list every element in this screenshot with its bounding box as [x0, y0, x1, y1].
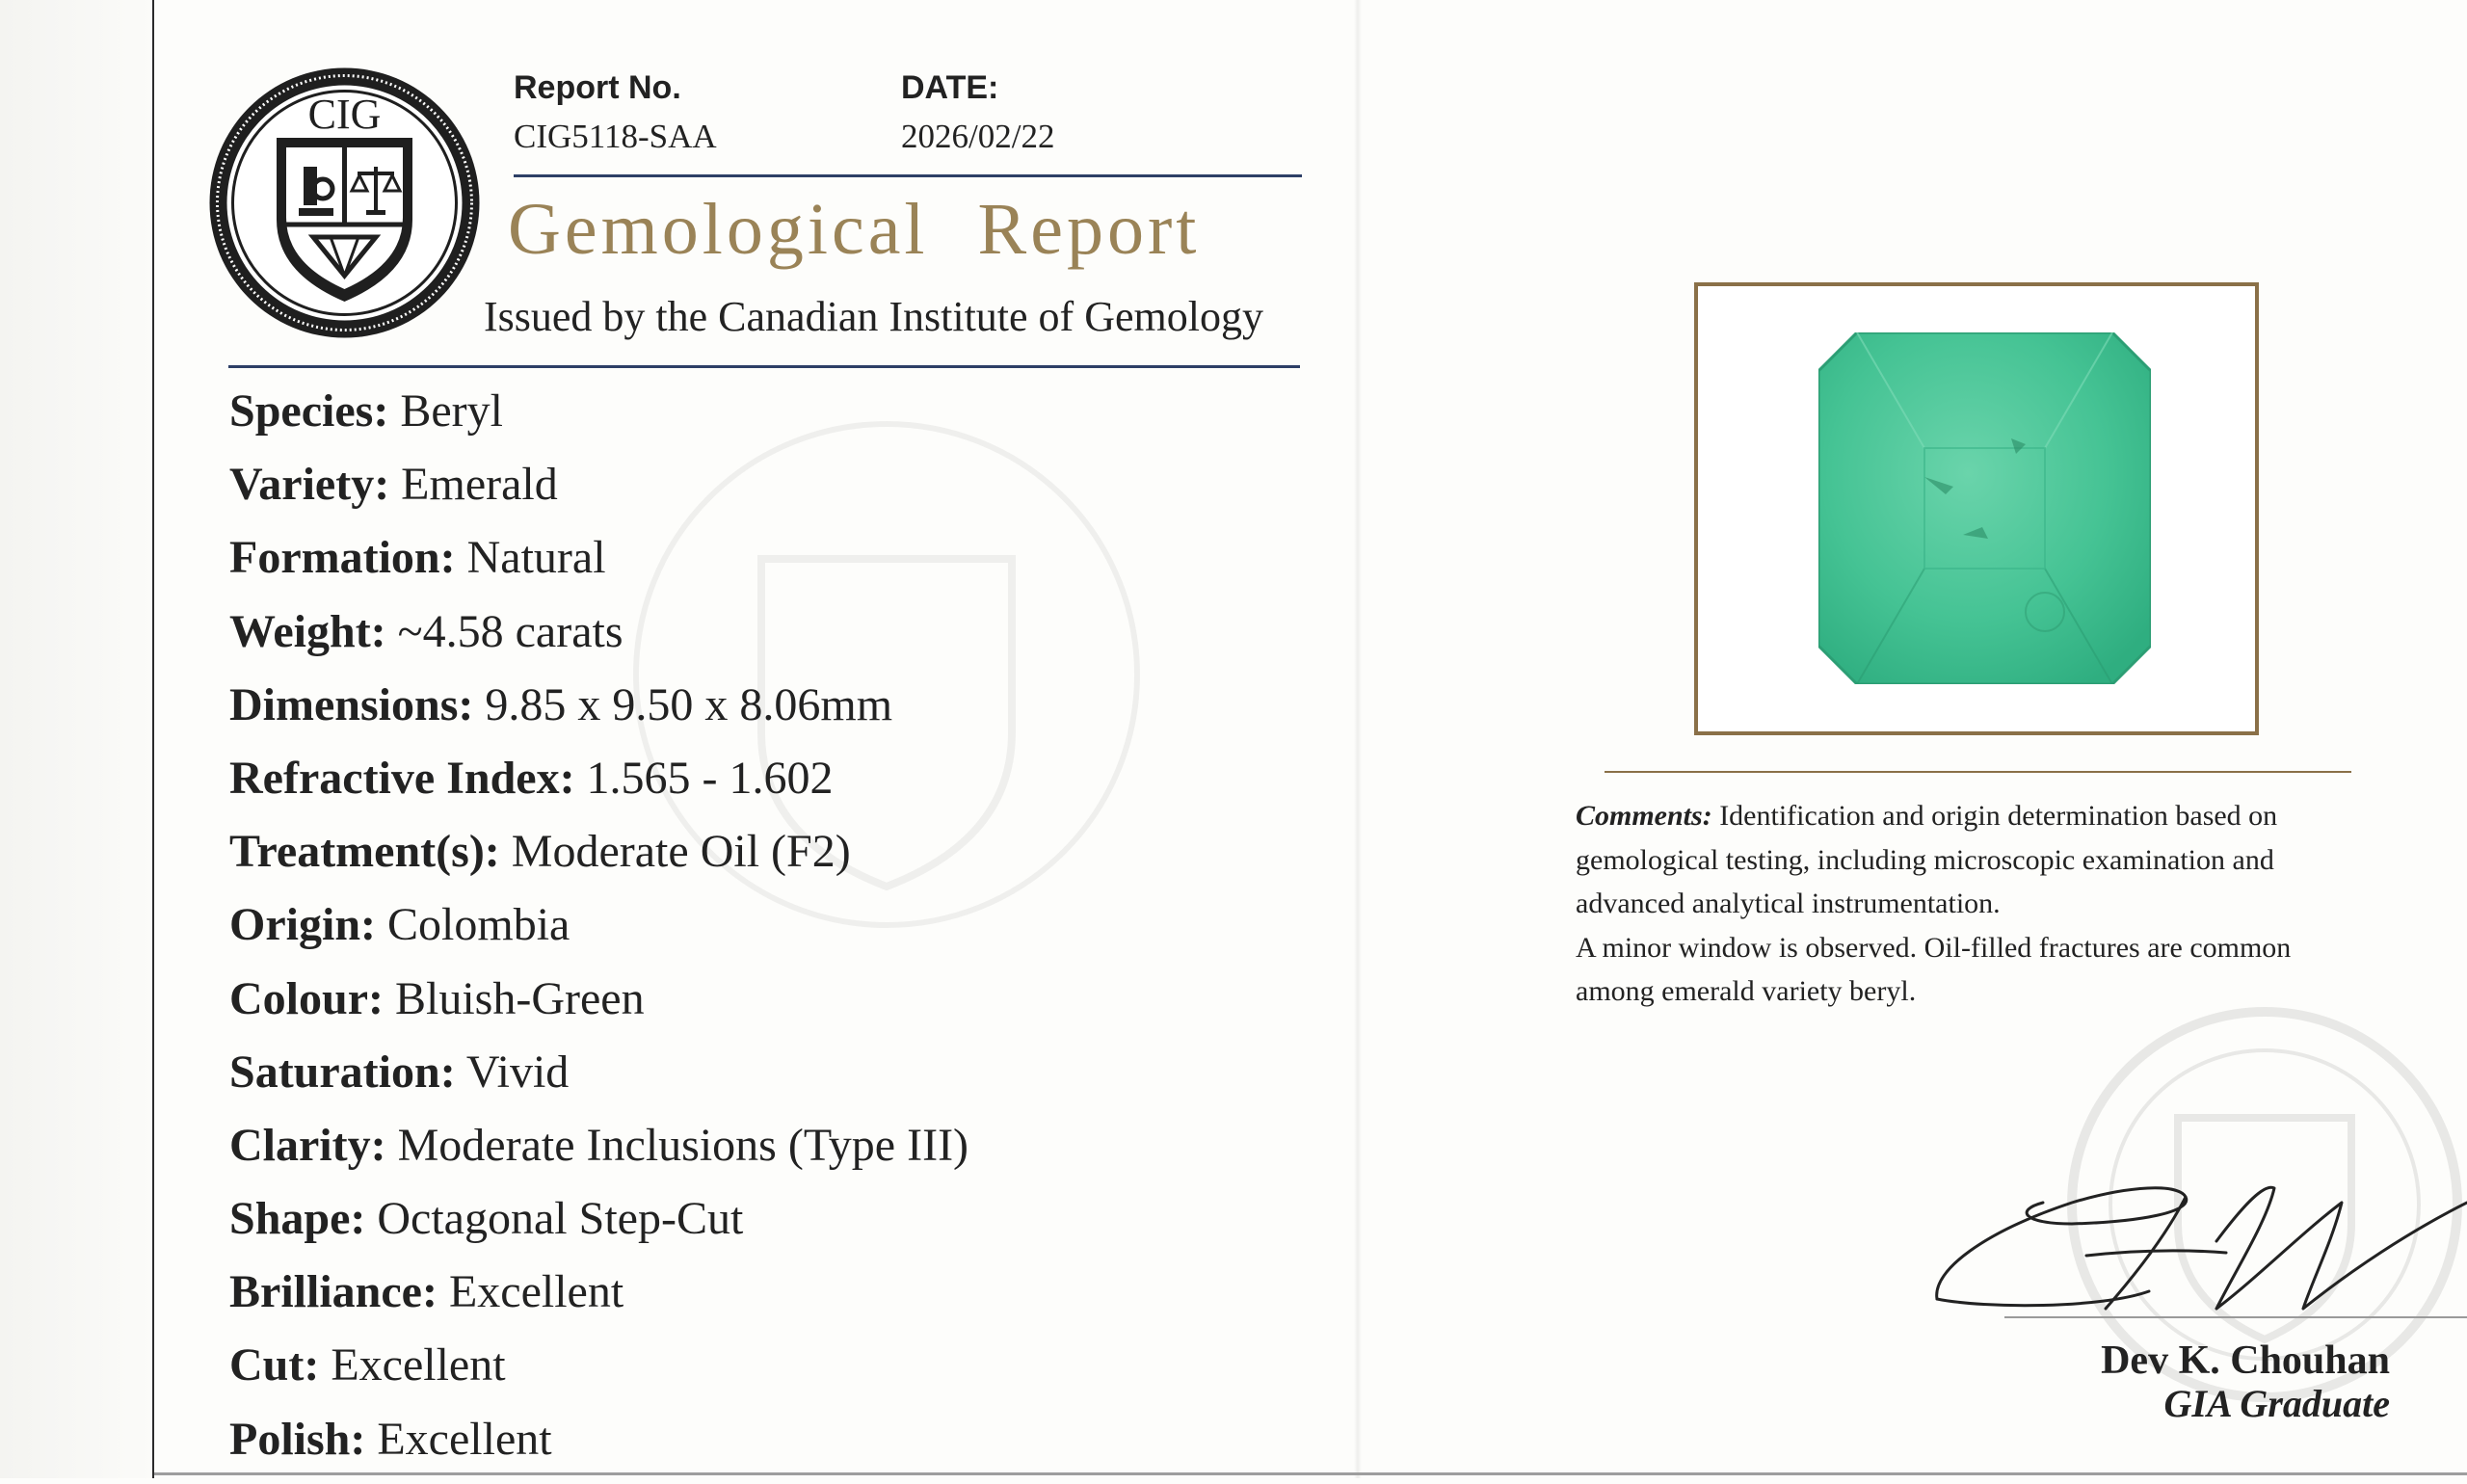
comments-block	[1576, 794, 2366, 1014]
seal-text: CIG	[307, 91, 382, 138]
comments-line-5: among emerald variety beryl.	[1576, 975, 1917, 1007]
comments-line-3: advanced analytical instrumentation.	[1576, 888, 2001, 919]
gem-photo-frame	[1694, 282, 2259, 735]
report-title: Gemological Report	[508, 189, 1201, 270]
comments-line-1: Comments: Identification and origin determination based on	[1576, 800, 2278, 832]
field-refractive-index: Refractive Index: 1.565 - 1.602	[229, 752, 834, 804]
field-dimensions: Dimensions: 9.85 x 9.50 x 8.06mm	[229, 678, 893, 730]
page-left-margin	[0, 0, 154, 1478]
header-rule-top	[514, 174, 1302, 177]
field-clarity: Clarity: Moderate Inclusions (Type III)	[229, 1119, 969, 1171]
signature-rule	[2004, 1316, 2467, 1318]
field-polish: Polish: Excellent	[229, 1413, 552, 1465]
comments-rule	[1605, 771, 2351, 773]
page-edge-line	[152, 0, 154, 1478]
signer-title: GIA Graduate	[2163, 1382, 2390, 1425]
field-brilliance: Brilliance: Excellent	[229, 1266, 624, 1318]
report-number-label: Report No.	[514, 69, 681, 106]
field-variety: Variety: Emerald	[229, 459, 558, 511]
page-fold	[1354, 0, 1362, 1478]
comments-label: Comments:	[1576, 800, 1712, 832]
field-shape: Shape: Octagonal Step-Cut	[229, 1193, 744, 1245]
comments-line-2: gemological testing, including microscopic examination and	[1576, 843, 2274, 876]
field-saturation: Saturation: Vivid	[229, 1046, 570, 1098]
field-colour: Colour: Bluish-Green	[229, 972, 645, 1024]
field-species: Species: Beryl	[229, 385, 503, 437]
report-subtitle: Issued by the Canadian Institute of Gemology	[484, 293, 1263, 340]
date-value: 2026/02/22	[901, 118, 1055, 155]
field-origin: Origin: Colombia	[229, 899, 570, 951]
cig-seal-icon	[207, 66, 482, 340]
header-rule-bottom	[228, 365, 1300, 368]
signature-icon	[1927, 1164, 2467, 1318]
report-number: CIG5118-SAA	[514, 118, 717, 155]
gem-properties-list	[229, 383, 968, 1484]
field-cut: Cut: Excellent	[229, 1339, 506, 1391]
field-treatments: Treatment(s): Moderate Oil (F2)	[229, 826, 851, 878]
emerald-gem-icon	[1818, 332, 2151, 684]
field-weight: Weight: ~4.58 carats	[229, 605, 623, 657]
signer-name: Dev K. Chouhan	[2101, 1338, 2390, 1383]
date-label: DATE:	[901, 69, 999, 106]
field-formation: Formation: Natural	[229, 532, 606, 584]
comments-line-4: A minor window is observed. Oil-filled fractures are common	[1576, 931, 2292, 964]
